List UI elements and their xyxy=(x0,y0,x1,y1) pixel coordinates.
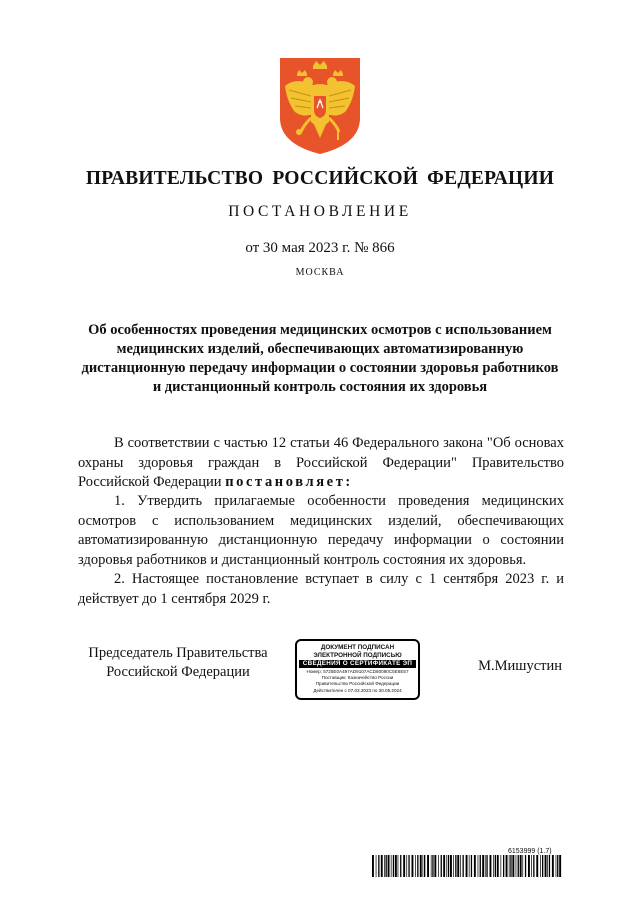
barcode-image xyxy=(372,855,562,877)
barcode-bar xyxy=(518,855,519,877)
barcode-bar xyxy=(457,855,459,877)
barcode-bar xyxy=(393,855,394,877)
barcode-bar xyxy=(509,855,510,877)
barcode-bar xyxy=(497,855,499,877)
barcode-bar xyxy=(372,855,374,877)
barcode-bar xyxy=(412,855,414,877)
coat-of-arms-emblem xyxy=(277,56,363,156)
barcode-bar xyxy=(431,855,432,877)
barcode-bar xyxy=(388,855,390,877)
paragraph-item-2: 2. Настоящее постановление вступает в силу с 1 сентября 2023 г. и действует до 1 сентября 2029 г. xyxy=(78,571,564,607)
barcode-bar xyxy=(501,855,502,877)
barcode-bar xyxy=(376,855,377,877)
barcode-bar xyxy=(474,855,476,877)
barcode-bar xyxy=(545,855,547,877)
signatory-position-line1: Председатель Правительства xyxy=(88,645,268,661)
barcode-bar xyxy=(549,855,550,877)
stamp-line2: ЭЛЕКТРОННОЙ ПОДПИСЬЮ xyxy=(313,651,402,659)
barcode-bar xyxy=(443,855,445,877)
paragraph-preamble xyxy=(78,434,564,493)
barcode-bar xyxy=(520,855,522,877)
barcode-bar xyxy=(384,855,385,877)
stamp-owner: Правительство Российской Федерации xyxy=(315,681,400,687)
barcode-bar xyxy=(453,855,454,877)
paragraph-item-1: 1. Утвердить прилагаемые особенности проведения медицинских осмотров с использованием медицинских изделий, обеспечивающих автоматизированную дистанционную передачу информации о состоянии здоровья работников и дистанционный контроль состояния их здоровья. xyxy=(78,493,564,568)
barcode-bar xyxy=(495,855,496,877)
barcode-bar xyxy=(482,855,484,877)
stamp-cert-number: Номер: 5725E0A497AD9107ACD80090C5E6E57 xyxy=(306,669,409,674)
stamp-certificate-bar: СВЕДЕНИЯ О СЕРТИФИКАТЕ ЭП xyxy=(299,660,416,668)
signatory-name: М.Мишустин xyxy=(478,658,562,674)
barcode-bar xyxy=(557,855,558,877)
barcode-bar xyxy=(463,855,464,877)
preamble-text: В соответствии с частью 12 статьи 46 Федерального закона "Об основах охраны здоровья граждан в Российской Федерации" Правительство Российской Федерации xyxy=(78,435,564,490)
barcode-bar xyxy=(381,855,383,877)
barcode-bar xyxy=(415,855,416,877)
barcode-bar xyxy=(480,855,481,877)
barcode-bar xyxy=(512,855,514,877)
barcode-bar xyxy=(540,855,541,877)
stamp-issuer: Поставщик: Казначейство России xyxy=(321,675,394,681)
stamp-validity: Действителен с 07.03.2023 по 30.05.2024 xyxy=(313,687,402,693)
barcode-bar xyxy=(486,855,487,877)
document-date-number: от 30 мая 2023 г. № 866 xyxy=(245,240,395,256)
barcode-bar xyxy=(378,855,379,877)
barcode-bar xyxy=(542,855,543,877)
barcode-bar xyxy=(391,855,392,877)
document-city: МОСКВА xyxy=(295,267,345,278)
barcode-bar xyxy=(386,855,387,877)
barcode-bar xyxy=(406,855,407,877)
barcode-bar xyxy=(525,855,526,877)
barcode-bar xyxy=(432,855,433,877)
barcode-bar xyxy=(556,855,557,877)
barcode-bar xyxy=(490,855,492,877)
government-title: ПРАВИТЕЛЬСТВО РОССИЙСКОЙ ФЕДЕРАЦИИ xyxy=(85,168,555,189)
barcode-bar xyxy=(485,855,486,877)
barcode-bar xyxy=(528,855,530,877)
barcode-bar xyxy=(493,855,494,877)
barcode-bar xyxy=(446,855,447,877)
barcode-bar xyxy=(503,855,504,877)
barcode-bar xyxy=(478,855,479,877)
barcode-bar xyxy=(547,855,548,877)
barcode-bar xyxy=(420,855,422,877)
barcode-bar xyxy=(417,855,418,877)
barcode-bar xyxy=(450,855,452,877)
barcode-number: 6153999 (1.7) xyxy=(508,848,552,855)
document-type: ПОСТАНОВЛЕНИЕ xyxy=(228,203,412,220)
barcode-bar xyxy=(469,855,470,877)
barcode-bar xyxy=(510,855,511,877)
barcode-bar xyxy=(506,855,508,877)
signatory-position xyxy=(78,644,278,682)
barcode-bar xyxy=(471,855,472,877)
barcode-bar xyxy=(427,855,429,877)
barcode-bar xyxy=(533,855,534,877)
electronic-signature-stamp xyxy=(295,639,420,700)
decree-word: постановляет: xyxy=(225,474,353,490)
barcode-bar xyxy=(438,855,439,877)
barcode-bar xyxy=(522,855,523,877)
barcode-bar xyxy=(408,855,409,877)
barcode-bar xyxy=(441,855,442,877)
barcode-bar xyxy=(423,855,424,877)
barcode-bar xyxy=(403,855,405,877)
barcode-bar xyxy=(536,855,538,877)
barcode-bar xyxy=(516,855,517,877)
barcode-bar xyxy=(552,855,554,877)
barcode-bar xyxy=(531,855,532,877)
barcode-bar xyxy=(559,855,561,877)
barcode-bar xyxy=(448,855,449,877)
document-heading: Об особенностях проведения медицинских осмотров с использованием медицинских изделий, обеспечивающих автоматизированную дистанционную передачу информации о состоянии здоровья работников и дистанционный контроль состояния их здоровья xyxy=(81,322,559,395)
barcode-bar xyxy=(424,855,425,877)
barcode-bar xyxy=(455,855,456,877)
barcode-bar xyxy=(466,855,468,877)
barcode-bar xyxy=(434,855,436,877)
barcode-bar xyxy=(398,855,399,877)
barcode-bar xyxy=(395,855,397,877)
stamp-line1: ДОКУМЕНТ ПОДПИСАН xyxy=(320,644,395,651)
barcode-bar xyxy=(400,855,401,877)
barcode-bar xyxy=(460,855,461,877)
signatory-position-line2: Российской Федерации xyxy=(106,664,250,680)
